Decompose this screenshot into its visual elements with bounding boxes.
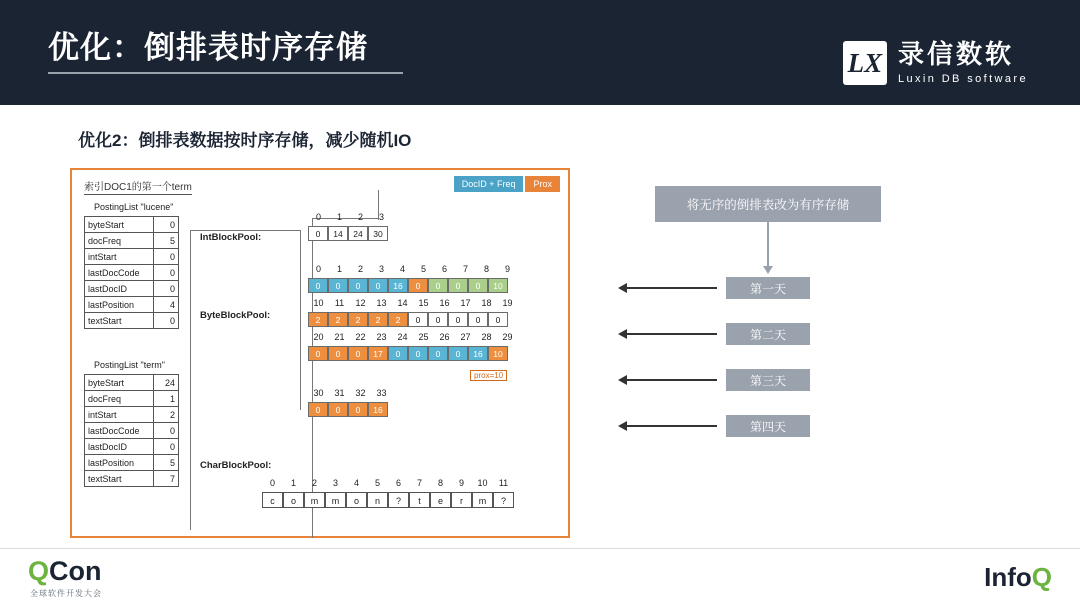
byteblockpool-cells-row4: 0 0 0 16 <box>308 402 388 417</box>
charblockpool-indices: 0 1 2 3 4 5 6 7 8 9 10 11 <box>269 478 509 488</box>
postinglist-label-2: PostingList "term" <box>94 360 165 370</box>
qcon-logo-q: Q <box>28 556 50 586</box>
intblockpool-indices: 0 1 2 3 <box>315 212 384 222</box>
table-row: lastPosition 4 <box>85 297 179 313</box>
byteblockpool-cells-row2: 2 2 2 2 2 0 0 0 0 0 <box>308 312 508 327</box>
postinglist-label-1: PostingList "lucene" <box>94 202 174 212</box>
day-box-4: 第四天 <box>726 415 810 437</box>
flow-arrow-4-icon <box>627 425 717 427</box>
table-row: intStart 0 <box>85 249 179 265</box>
table-row: intStart 2 <box>85 407 179 423</box>
legend-prox: Prox <box>525 176 560 192</box>
byteblockpool-indices-row4: 30 31 32 33 <box>313 388 387 398</box>
pool-name-byteblockpool: ByteBlockPool: <box>200 310 271 321</box>
qcon-logo <box>28 556 102 598</box>
table-row: textStart 0 <box>85 313 179 329</box>
section-subtitle: 优化2：倒排表数据按时序存储，减少随机IO <box>78 131 412 150</box>
logo-mark-icon <box>843 41 887 85</box>
connector-line <box>190 230 300 231</box>
byteblockpool-indices-row2: 10 11 12 13 14 15 16 17 18 19 <box>313 298 513 308</box>
qcon-logo-con: Con <box>49 556 102 586</box>
infoq-logo-q: Q <box>1031 562 1052 592</box>
day-box-1: 第一天 <box>726 277 810 299</box>
day-box-2: 第二天 <box>726 323 810 345</box>
pool-name-intblockpool: IntBlockPool: <box>200 232 262 243</box>
page-title: 优化：倒排表时序存储 <box>48 30 368 65</box>
logo-name-cn: 录信数软 <box>897 39 1014 70</box>
pool-name-charblockpool: CharBlockPool: <box>200 460 272 471</box>
company-logo <box>843 38 1028 88</box>
logo-mark-text: LX <box>847 47 883 78</box>
flow-note-box: 将无序的倒排表改为有序存储 <box>655 186 881 222</box>
byteblockpool-cells-row3: 0 0 0 17 0 0 0 0 16 10 <box>308 346 508 361</box>
table-row: textStart 7 <box>85 471 179 487</box>
slide-header <box>0 0 1080 105</box>
footer-divider <box>0 548 1080 549</box>
connector-line <box>190 230 191 530</box>
charblockpool-cells: c o m m o n ? t e r m ? <box>262 492 514 508</box>
table-row: lastPosition 5 <box>85 455 179 471</box>
title-underline <box>48 72 403 74</box>
table-row: byteStart 24 <box>85 375 179 391</box>
flow-arrow-2-icon <box>627 333 717 335</box>
qcon-logo-text <box>28 558 102 585</box>
infoq-logo <box>984 562 1052 593</box>
flow-arrow-3-icon <box>627 379 717 381</box>
legend-docid-freq: DocID + Freq <box>454 176 524 192</box>
byteblockpool-indices-row3: 20 21 22 23 24 25 26 27 28 29 <box>313 332 513 342</box>
logo-name-en: Luxin DB software <box>897 72 1028 85</box>
table-row: byteStart 0 <box>85 217 179 233</box>
flow-down-arrow-icon <box>767 222 769 266</box>
logo-text <box>898 41 1028 84</box>
day-box-3: 第三天 <box>726 369 810 391</box>
prox-annotation: prox=10 <box>470 370 507 381</box>
flow-arrow-1-icon <box>627 287 717 289</box>
table-row: lastDocID 0 <box>85 439 179 455</box>
table-row: docFreq 1 <box>85 391 179 407</box>
qcon-logo-subtitle: 全球软件开发大会 <box>30 589 102 598</box>
table-row: lastDocID 0 <box>85 281 179 297</box>
diagram-legend <box>454 176 560 192</box>
postinglist-table-2 <box>84 374 179 487</box>
diagram-caption: 索引DOC1的第一个term <box>84 182 192 193</box>
byteblockpool-cells-row1: 0 0 0 0 16 0 0 0 0 10 <box>308 278 508 293</box>
connector-line <box>300 230 301 410</box>
postinglist-table-1 <box>84 216 179 329</box>
infoq-logo-info: Info <box>984 562 1032 592</box>
byteblockpool-indices-row1: 0 1 2 3 4 5 6 7 8 9 <box>315 264 510 274</box>
table-row: docFreq 5 <box>85 233 179 249</box>
table-row: lastDocCode 0 <box>85 423 179 439</box>
table-row: lastDocCode 0 <box>85 265 179 281</box>
diagram-panel <box>70 168 570 538</box>
intblockpool-cells: 0 14 24 30 <box>308 226 388 241</box>
